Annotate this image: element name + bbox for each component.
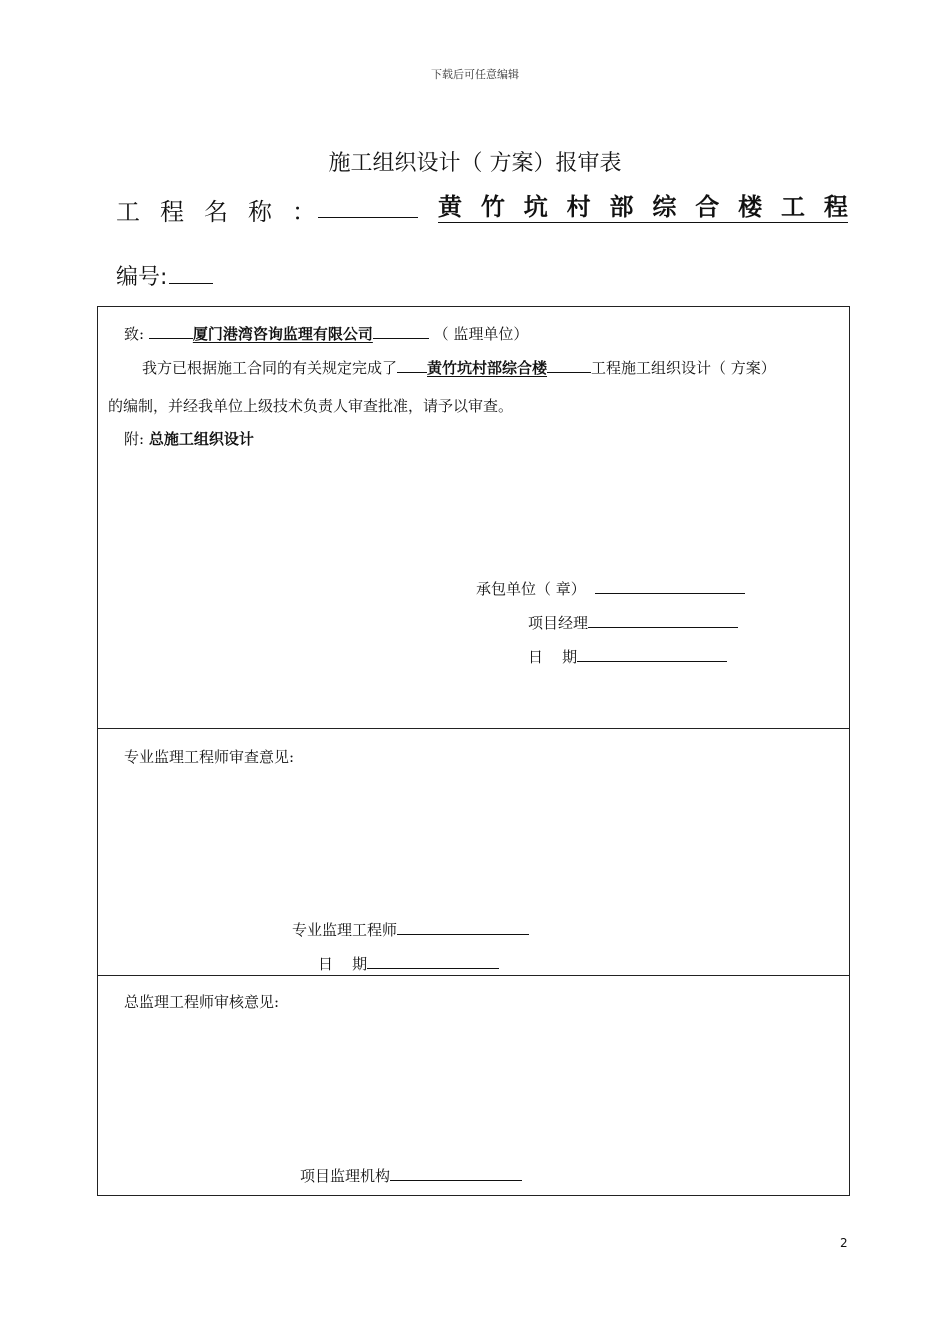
project-name-char: 竹 — [480, 193, 505, 221]
page-number: 2 — [840, 1236, 848, 1250]
attachment-item: 总施工组织设计 — [148, 430, 254, 448]
project-name-char: 综 — [652, 193, 677, 221]
chief-review-heading: 总监理工程师审核意见: — [124, 993, 280, 1011]
statement-line-2: 的编制，并经我单位上级技术负责人审查批准，请予以审查。 — [108, 397, 514, 415]
supervision-org-label: 项目监理机构 — [300, 1167, 391, 1185]
specialist-review-heading: 专业监理工程师审查意见: — [124, 748, 295, 766]
supervision-org-field[interactable] — [390, 1166, 522, 1181]
header-note: 下载后可任意编辑 — [431, 68, 519, 81]
date-row-1 — [528, 646, 727, 667]
statement-blank-after — [547, 358, 591, 373]
addressee-prefix: 致: — [124, 325, 145, 343]
date-row-2 — [318, 953, 499, 974]
addressee-company: 厦门港湾咨询监理有限公司 — [192, 325, 373, 343]
project-name-row — [116, 192, 848, 226]
specialist-engineer-field[interactable] — [397, 920, 529, 935]
code-label: 编号: — [116, 265, 168, 290]
statement-line-1 — [142, 357, 776, 378]
manager-row — [528, 612, 738, 633]
project-name-char: 合 — [695, 193, 720, 221]
contractor-row — [476, 578, 745, 599]
contractor-label: 承包单位（ 章） — [476, 580, 586, 598]
addressee-blank-before — [149, 324, 193, 339]
date-label-2: 日 期 — [318, 955, 368, 973]
statement-project: 黄竹坑村部综合楼 — [427, 359, 548, 377]
project-name-label: 工程名称： — [116, 198, 336, 226]
statement-blank-before — [397, 358, 427, 373]
attachment-line — [124, 428, 254, 449]
date-field-2[interactable] — [367, 954, 499, 969]
project-name-char: 黄 — [438, 193, 462, 221]
project-name-char: 楼 — [738, 193, 763, 221]
code-field[interactable] — [169, 265, 213, 284]
date-field-1[interactable] — [577, 647, 727, 662]
specialist-engineer-row — [292, 919, 529, 940]
attachment-prefix: 附: — [124, 430, 145, 448]
section-divider-2 — [98, 975, 849, 976]
contractor-field[interactable] — [595, 579, 745, 594]
section-divider-1 — [98, 728, 849, 729]
addressee-blank-after — [373, 324, 429, 339]
statement-suffix: 工程施工组织设计（ 方案） — [591, 359, 776, 377]
project-name-char: 坑 — [523, 193, 548, 221]
addressee-suffix: （ 监理单位） — [433, 325, 529, 343]
project-name-char: 工 — [781, 193, 805, 221]
project-name-char: 村 — [566, 193, 591, 221]
manager-field[interactable] — [588, 613, 738, 628]
date-label-1: 日 期 — [528, 648, 578, 666]
statement-prefix: 我方已根据施工合同的有关规定完成了 — [142, 359, 398, 377]
form-title: 施工组织设计（ 方案）报审表 — [328, 151, 622, 176]
approval-form-table — [97, 306, 850, 1196]
project-name-char: 部 — [609, 193, 634, 221]
code-row — [116, 260, 213, 291]
addressee-line — [124, 323, 528, 344]
project-blank-line — [318, 217, 418, 218]
supervision-org-row — [300, 1165, 522, 1186]
specialist-engineer-label: 专业监理工程师 — [292, 921, 398, 939]
manager-label: 项目经理 — [528, 614, 589, 632]
project-name-char: 程 — [823, 193, 848, 221]
project-name-value — [438, 192, 848, 223]
